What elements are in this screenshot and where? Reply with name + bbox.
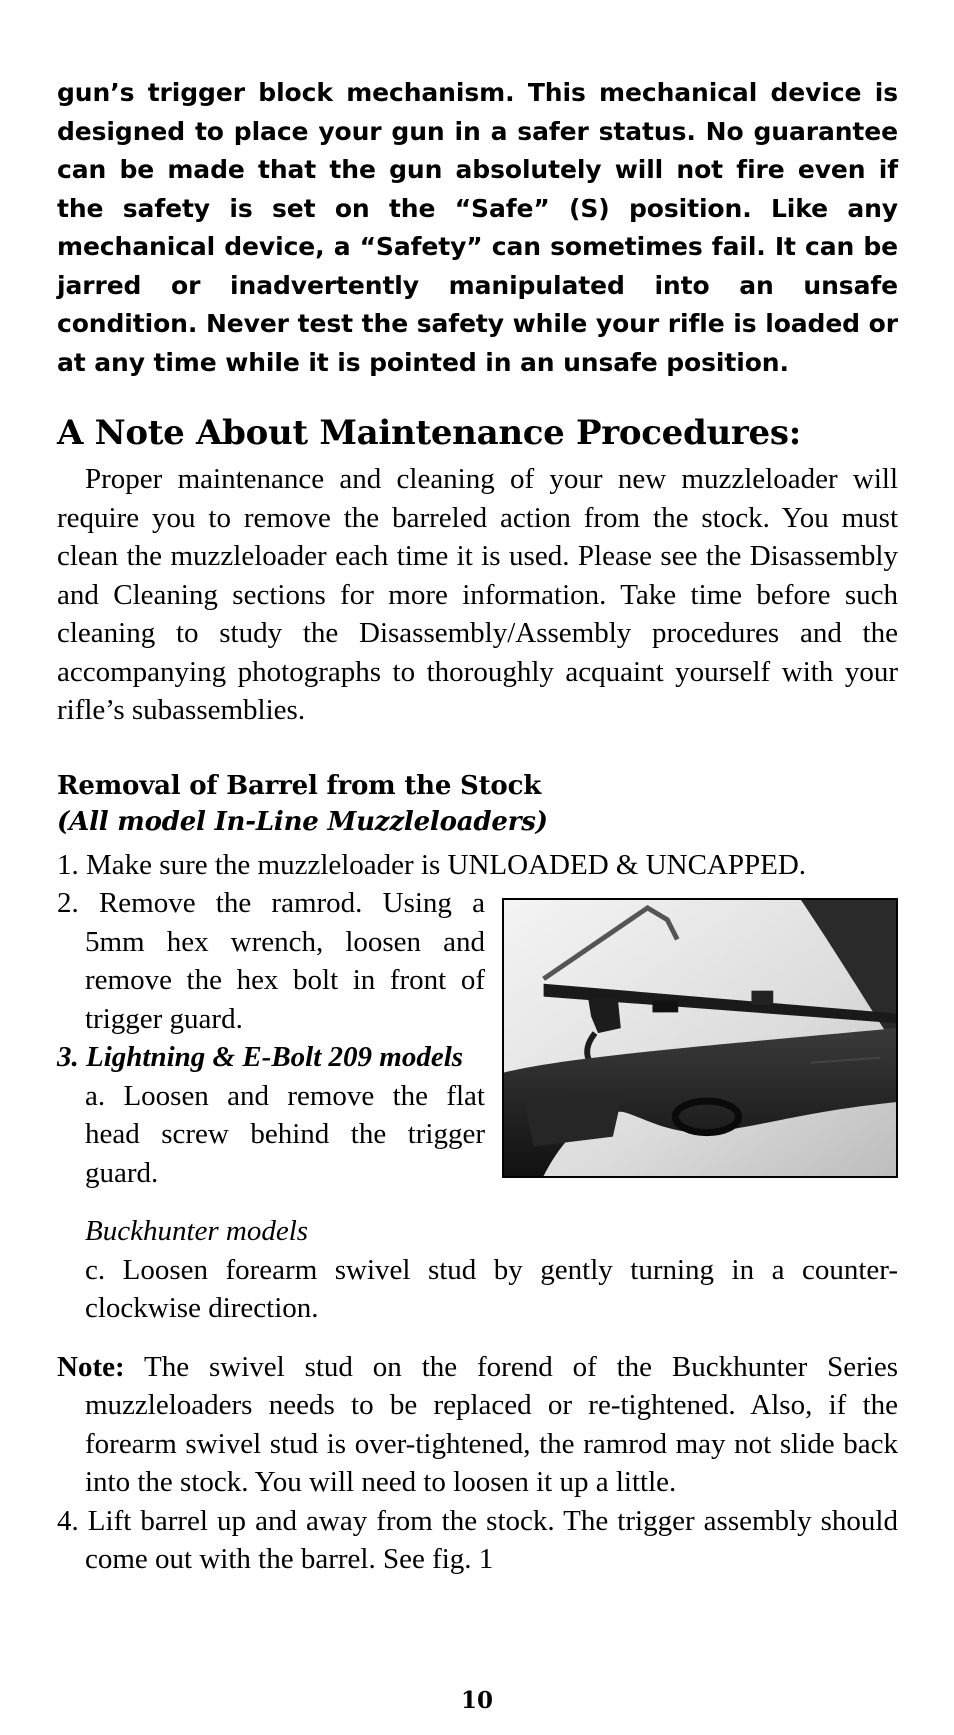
step-4: 4. Lift barrel up and away from the stock. The trigger assembly should come out with the barrel. See fig. 1 bbox=[57, 1504, 898, 1575]
note-text: The swivel stud on the forend of the Buckhunter Series muzzleloaders needs to be replaced or re-tightened. Also, if the forearm swivel stud is over-tightened, the ramrod may not slide back into the stock. You will need to loosen it up a little. bbox=[85, 1350, 898, 1498]
steps-column bbox=[57, 884, 485, 1192]
maintenance-heading: A Note About Maintenance Procedures: bbox=[57, 413, 801, 453]
maintenance-intro: Proper maintenance and cleaning of your new muzzleloader will require you to remove the barreled action from the stock. You must clean the muzzleloader each time it is used. Please see the Disassembly and Cleaning sections for more information. Take time before such cleaning to study the Disassembly/Assembly procedures and the accompanying photographs to thoroughly acquaint yourself with your rifle’s subassemblies. bbox=[57, 463, 898, 726]
step-1: 1. Make sure the muzzleloader is UNLOADED & UNCAPPED. bbox=[57, 848, 807, 881]
note-label: Note: bbox=[57, 1350, 125, 1383]
note-paragraph bbox=[57, 1348, 898, 1502]
safety-warning-text: gun’s trigger block mechanism. This mechanical device is designed to place your gun in a safer status. No guarantee can be made that the gun absolutely will not fire even if the safety is set on the “Safe” (S) position. Like any mechanical device, a “Safety” can sometimes fail. It can be jarred or inadvertently manipulated into an unsafe condition. Never test the safety while your rifle is loaded or at any time while it is pointed in an unsafe position. bbox=[57, 78, 898, 377]
removal-subheading: (All model In-Line Muzzleloaders) bbox=[57, 806, 548, 837]
step-2: 2. Remove the ramrod. Using a 5mm hex wrench, loosen and remove the hex bolt in front of trigger guard. bbox=[57, 887, 485, 1035]
buckhunter-heading: Buckhunter models bbox=[85, 1215, 309, 1247]
step-3a: a. Loosen and remove the flat head screw behind the trigger guard. bbox=[85, 1079, 485, 1189]
step-3-heading: 3. Lightning & E-Bolt 209 models bbox=[57, 1041, 464, 1073]
removal-heading: Removal of Barrel from the Stock bbox=[57, 770, 542, 801]
rear-sight bbox=[751, 991, 773, 1005]
steps-with-photo bbox=[57, 884, 898, 1192]
scope-base bbox=[652, 1001, 678, 1013]
rifle-disassembly-photo bbox=[502, 898, 898, 1178]
manual-page bbox=[57, 74, 898, 1579]
page-number: 10 bbox=[460, 1687, 493, 1714]
step-3c: c. Loosen forearm swivel stud by gently turning in a counter-clockwise direction. bbox=[85, 1253, 898, 1324]
